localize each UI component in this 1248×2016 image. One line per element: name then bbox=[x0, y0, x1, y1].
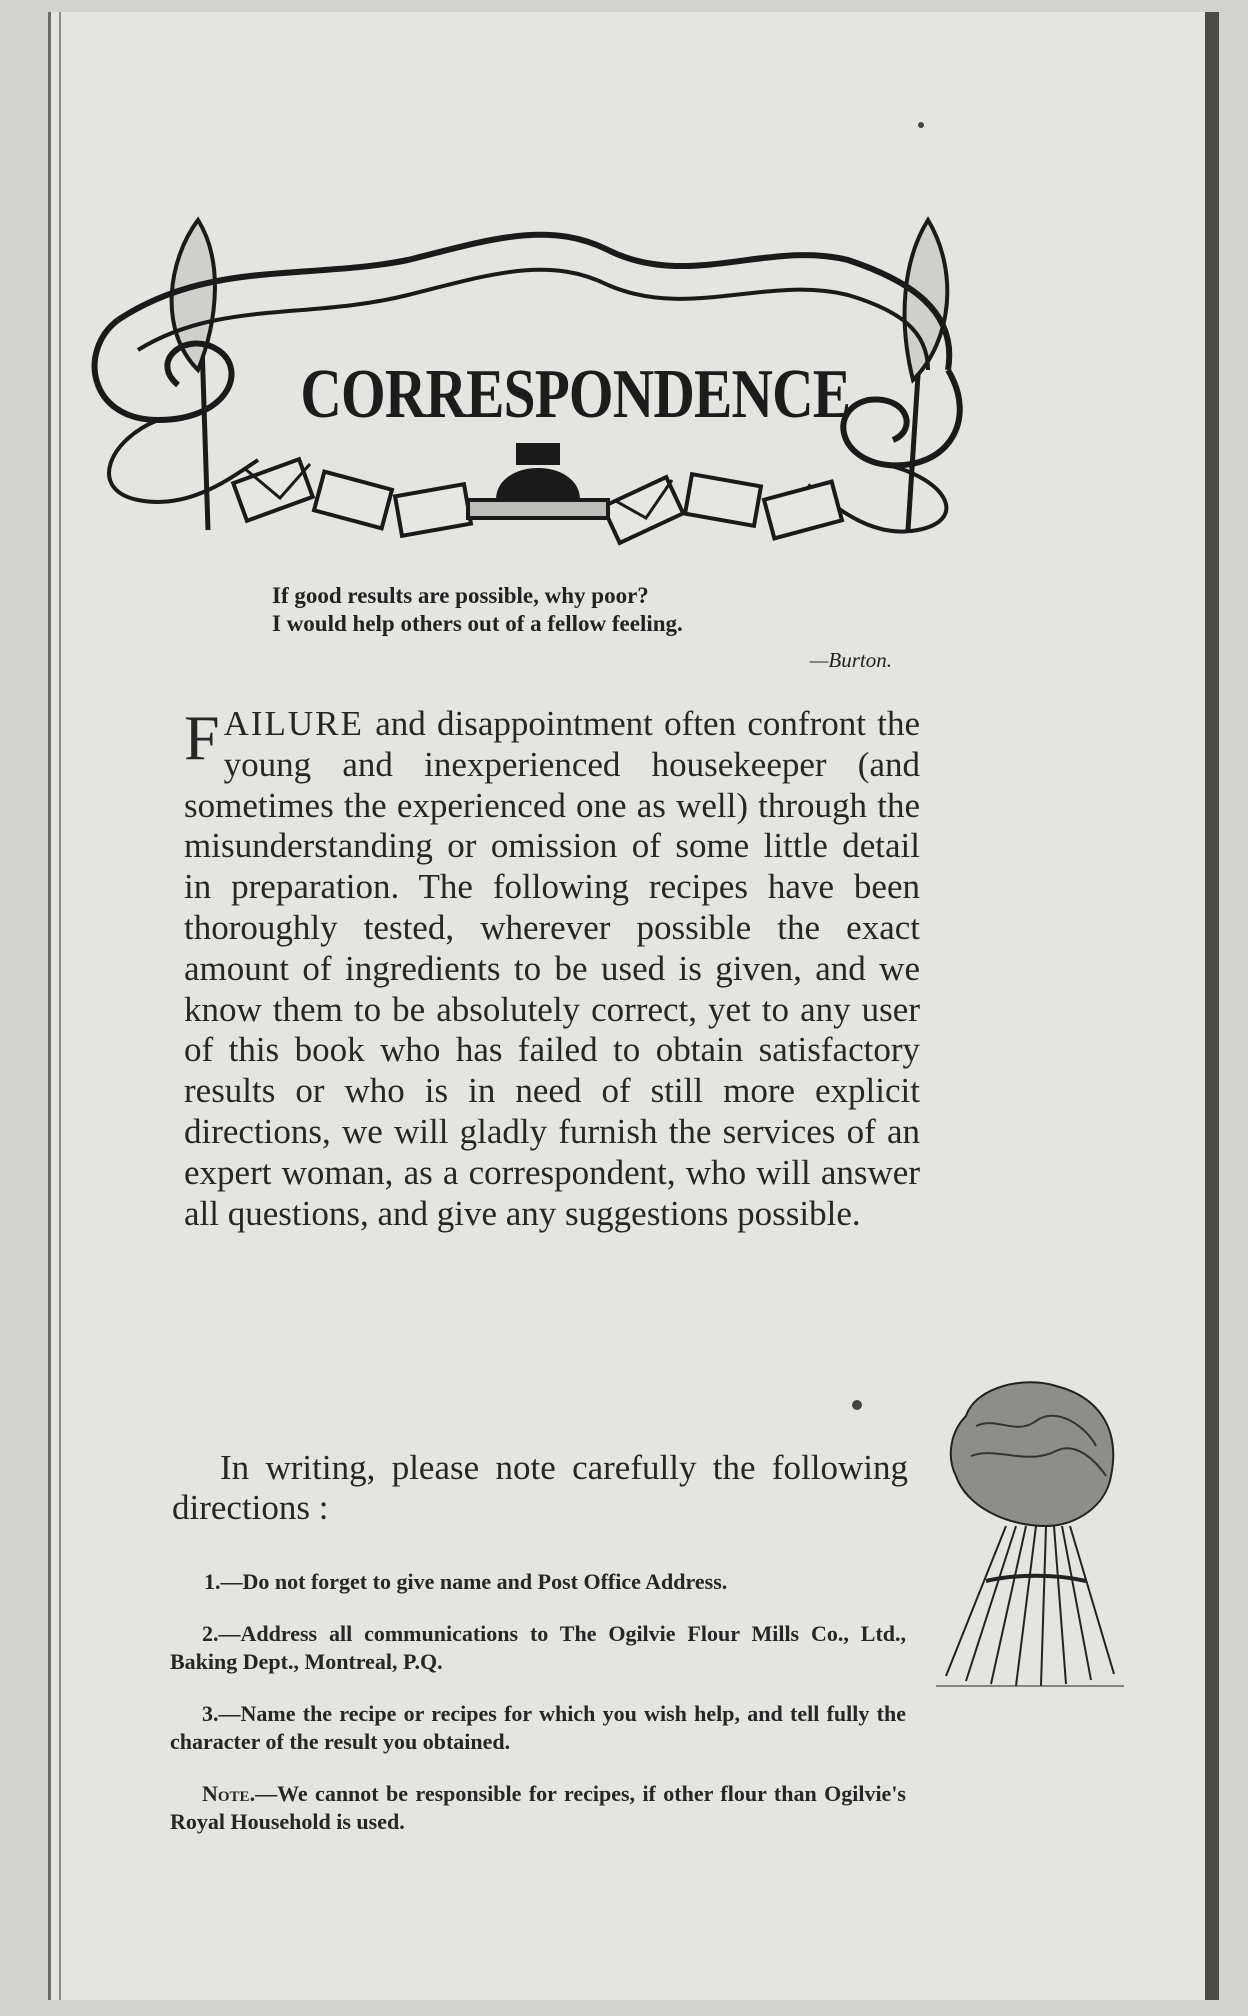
note bbox=[170, 1780, 906, 1836]
direction-item-3: 3.—Name the recipe or recipes for which you wish help, and tell fully the character of the result you obtained. bbox=[170, 1701, 906, 1754]
intro-paragraph bbox=[184, 704, 920, 1234]
writing-instructions: In writing, please note carefully the following directions : bbox=[172, 1448, 908, 1527]
direction-item-1: 1.—Do not forget to give name and Post Office Address. bbox=[204, 1569, 728, 1594]
intro-paragraph-text: and disappointment often confront the young and inexperienced housekeeper (and sometimes the experienced one as well) through the misunderstanding or omission of some little detail in preparation. The following recipes have been thoroughly tested, wherever possible the exact amount of ingredients to be used is given, and we know them to be absolutely correct, yet to any user of this book who has failed to obtain satisfactory results or who is in need of still more explicit directions, we will gladly furnish the services of an expert woman, as a correspondent, who will answer all questions, and give any suggestions possible. bbox=[184, 704, 921, 1233]
note-text: —We cannot be responsible for recipes, if other flour than Ogilvie's Royal Household is used. bbox=[170, 1781, 906, 1834]
wheat-sheaf-illustration bbox=[936, 1376, 1124, 1692]
note-label: Note. bbox=[202, 1781, 256, 1806]
epigraph-attribution: —Burton. bbox=[809, 648, 892, 672]
epigraph bbox=[272, 582, 912, 674]
directions-list bbox=[170, 1568, 906, 1860]
epigraph-line-2: I would help others out of a fellow feeling. bbox=[272, 611, 683, 636]
ink-dot bbox=[852, 1400, 862, 1410]
epigraph-line-1: If good results are possible, why poor? bbox=[272, 583, 649, 608]
intro-first-word: AILURE bbox=[223, 704, 364, 743]
direction-item-2: 2.—Address all communications to The Ogilvie Flour Mills Co., Ltd., Baking Dept., Montreal, P.Q. bbox=[170, 1621, 906, 1674]
ink-speck bbox=[918, 122, 924, 128]
page-edge bbox=[1205, 12, 1219, 2000]
drop-cap: F bbox=[184, 702, 220, 773]
page-title: CORRESPONDENCE bbox=[300, 356, 851, 433]
